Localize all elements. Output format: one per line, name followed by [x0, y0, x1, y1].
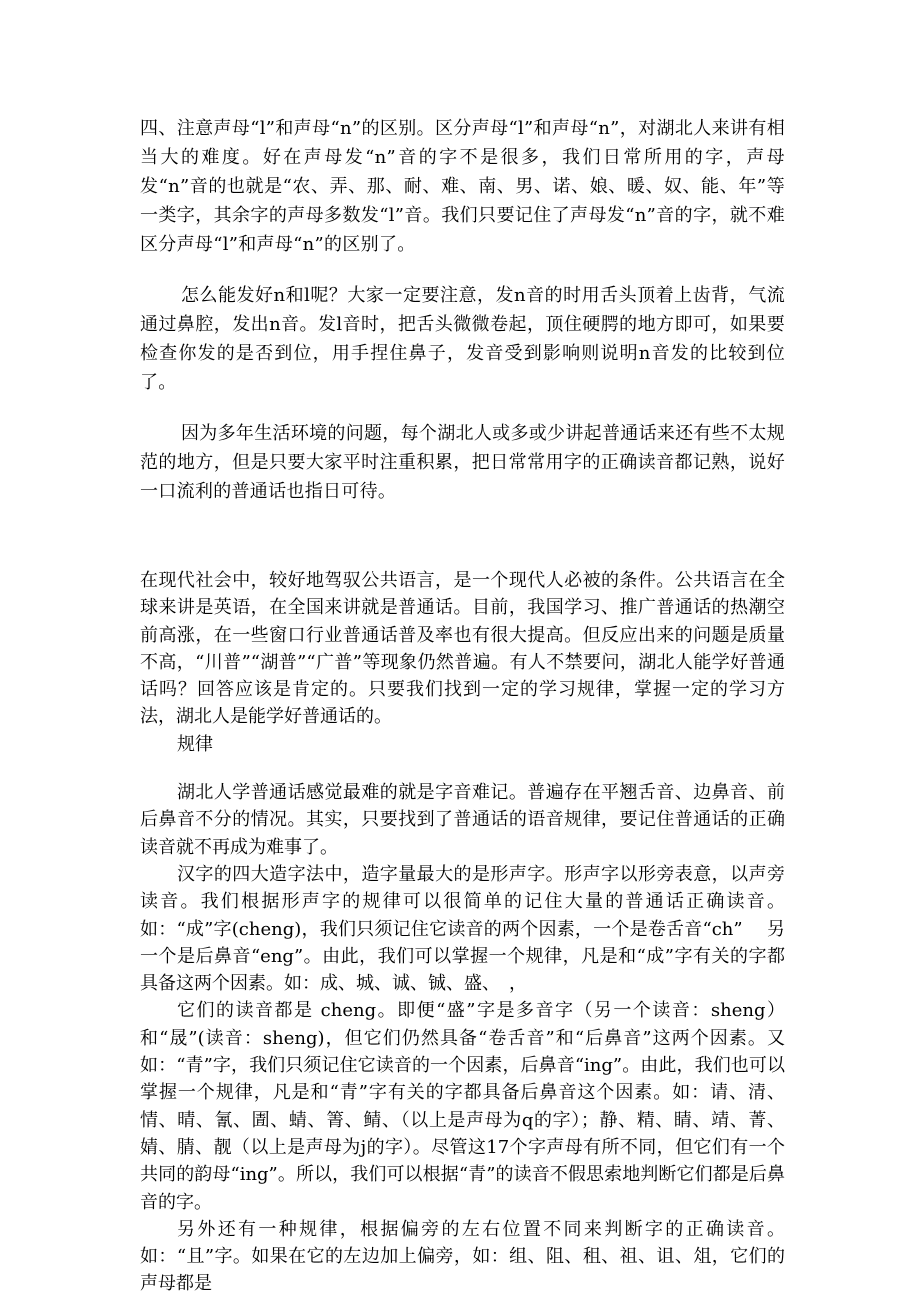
paragraph-intro: 在现代社会中，较好地驾驭公共语言，是一个现代人必被的条件。公共语言在全球来讲是英语，在全国来讲就是普通话。目前，我国学习、推广普通话的热潮空前高涨，在一些窗口行业普通话普及率也有很大提高。但反应出来的问题是质量不高，“川普”“湖普”“广普”等现象仍然普遍。有人不禁要问，湖北人能学好普通话吗？回答应该是肯定的。只要我们找到一定的学习规律，掌握一定的学习方法，湖北人是能学好普通话的。 [140, 570, 785, 728]
paragraph-n-l-pronunciation: 怎么能发好n和l呢？大家一定要注意，发n音的时用舌头顶着上齿背，气流通过鼻腔，发出n音。发l音时，把舌头微微卷起，顶住硬腭的地方即可，如果要检查你发的是否到位，用手捏住鼻子，发音受到影响则说明n音发的比较到位了。 [140, 285, 785, 393]
section-heading-rules: 规律 [177, 733, 213, 755]
paragraph-cheng-qing: 它们的读音都是 cheng。即便“盛”字是多音字（另一个读音：sheng）和“晟”(读音：sheng)，但它们仍然具备“卷舌音”和“后鼻音”这两个因素。又如：“青”字，我们只须记住它读音的一个因素，后鼻音“ing”。由此，我们也可以掌握一个规律，凡是和“青”字有关的字都具备后鼻音这个因素。如：请、清、情、晴、氰、圊、蜻、箐、鲭、（以上是声母为q的字）；静、精、睛、靖、菁、婧、腈、靓（以上是声母为j的字）。尽管这17个字声母有所不同，但它们有一个共同的韵母“ing”。所以，我们可以根据“青”的读音不假思索地判断它们都是后鼻音的字。 [140, 1000, 785, 1213]
paragraph-conclusion: 因为多年生活环境的问题，每个湖北人或多或少讲起普通话来还有些不太规范的地方，但是只要大家平时注重积累，把日常常用字的正确读音都记熟，说好一口流利的普通话也指日可待。 [140, 423, 785, 502]
paragraph-difficulty: 湖北人学普通话感觉最难的就是字音难记。普遍存在平翘舌音、边鼻音、前后鼻音不分的情况。其实，只要找到了普通话的语音规律，要记住普通话的正确读音就不再成为难事了。 [140, 782, 785, 858]
paragraph-n-l-distinction: 四、注意声母“l”和声母“n”的区别。区分声母“l”和声母“n”，对湖北人来讲有相当大的难度。好在声母发“n”音的字不是很多，我们日常所用的字，声母发“n”音的也就是“农、弄、那、耐、难、南、男、诺、娘、暖、奴、能、年”等一类字，其余字的声母多数发“l”音。我们只要记住了声母发“n”音的字，就不难区分声母“l”和声母“n”的区别了。 [140, 118, 785, 255]
paragraph-phono-semantic: 汉字的四大造字法中，造字量最大的是形声字。形声字以形旁表意，以声旁读音。我们根据形声字的规律可以很简单的记住大量的普通话正确读音。如：“成”字(cheng)，我们只须记住它读音的两个因素，一个是卷舌音“ch” 另一个是后鼻音“eng”。由此，我们可以掌握一个规律，凡是和“成”字有关的字都具备这两个因素。如：成、城、诚、铖、盛、 ， [140, 863, 785, 995]
paragraph-radical-position: 另外还有一种规律，根据偏旁的左右位置不同来判断字的正确读音。如：“且”字。如果在它的左边加上偏旁，如：组、阻、租、祖、诅、俎，它们的声母都是 [140, 1218, 785, 1295]
section-rules [140, 567, 785, 1298]
